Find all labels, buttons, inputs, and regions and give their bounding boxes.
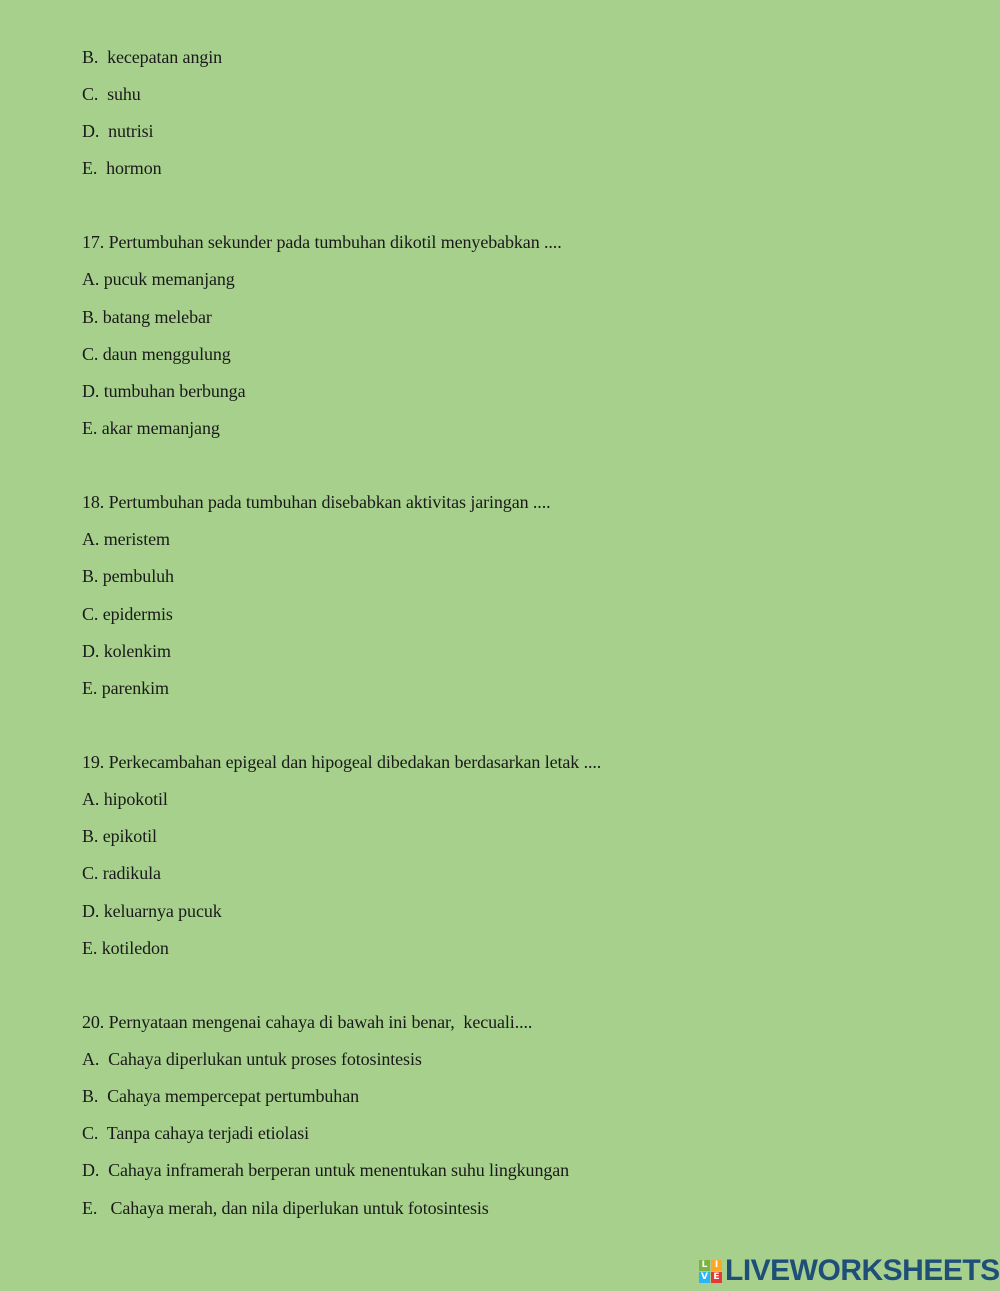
logo-wordmark: LIVEWORKSHEETS: [725, 1254, 1000, 1287]
option-18-c: C. epidermis: [82, 604, 173, 624]
logo-letter-l: L: [699, 1260, 710, 1271]
option-17-b: B. batang melebar: [82, 307, 212, 327]
option-19-c: C. radikula: [82, 863, 161, 883]
option-18-a: A. meristem: [82, 529, 170, 549]
liveworksheets-logo[interactable]: [699, 1256, 1000, 1286]
option-17-e: E. akar memanjang: [82, 418, 220, 438]
logo-letter-e: E: [711, 1272, 722, 1283]
option-17-c: C. daun menggulung: [82, 344, 231, 364]
option-16-d: D. nutrisi: [82, 121, 154, 141]
option-20-a: A. Cahaya diperlukan untuk proses fotosintesis: [82, 1049, 422, 1069]
option-17-a: A. pucuk memanjang: [82, 269, 235, 289]
option-19-a: A. hipokotil: [82, 789, 168, 809]
option-19-d: D. keluarnya pucuk: [82, 901, 222, 921]
logo-letter-v: V: [699, 1272, 710, 1283]
option-20-b: B. Cahaya mempercepat pertumbuhan: [82, 1086, 359, 1106]
question-19: 19. Perkecambahan epigeal dan hipogeal dibedakan berdasarkan letak ....: [82, 752, 602, 772]
question-17: 17. Pertumbuhan sekunder pada tumbuhan dikotil menyebabkan ....: [82, 232, 562, 252]
option-17-d: D. tumbuhan berbunga: [82, 381, 246, 401]
option-16-e: E. hormon: [82, 158, 162, 178]
logo-badge-icon: [699, 1260, 722, 1283]
option-16-c: C. suhu: [82, 84, 141, 104]
option-16-b: B. kecepatan angin: [82, 47, 223, 67]
question-18: 18. Pertumbuhan pada tumbuhan disebabkan aktivitas jaringan ....: [82, 492, 551, 512]
option-20-d: D. Cahaya inframerah berperan untuk menentukan suhu lingkungan: [82, 1160, 570, 1180]
logo-letter-i: I: [711, 1260, 722, 1271]
option-19-e: E. kotiledon: [82, 938, 169, 958]
option-19-b: B. epikotil: [82, 826, 157, 846]
option-18-e: E. parenkim: [82, 678, 169, 698]
question-20: 20. Pernyataan mengenai cahaya di bawah ini benar, kecuali....: [82, 1012, 533, 1032]
option-20-e: E. Cahaya merah, dan nila diperlukan untuk fotosintesis: [82, 1198, 489, 1218]
option-20-c: C. Tanpa cahaya terjadi etiolasi: [82, 1123, 310, 1143]
option-18-b: B. pembuluh: [82, 566, 174, 586]
option-18-d: D. kolenkim: [82, 641, 171, 661]
